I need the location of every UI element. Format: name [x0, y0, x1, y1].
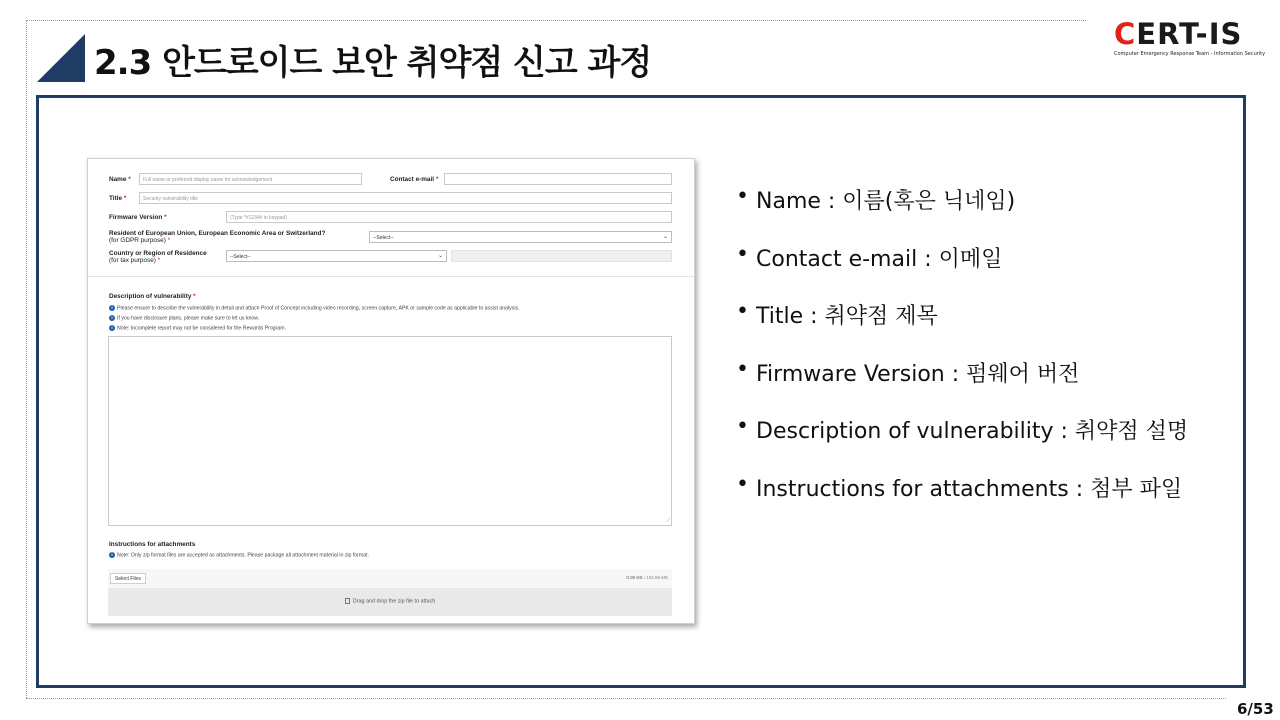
file-icon [345, 598, 350, 604]
description-textarea[interactable] [108, 336, 672, 526]
page-number: 6/53 [1237, 700, 1274, 718]
attachments-note: i Note: Only zip format files are accepted as attachments. Please package all attachment material in zip format. [109, 552, 369, 558]
form-screenshot [87, 158, 695, 624]
country-label: Country or Region of Residence (for tax purpose) * [109, 250, 207, 265]
resident-label: Resident of European Union, European Economic Area or Switzerland? (for GDPR purpose) * [109, 230, 326, 245]
field-description-list [736, 184, 1188, 530]
chevron-down-icon: ⌄ [437, 253, 443, 259]
dotted-border-left [26, 20, 27, 698]
attachments-label: Instructions for attachments [109, 541, 196, 548]
email-label: Contact e-mail * [390, 176, 439, 183]
title-label: Title * [109, 195, 127, 202]
list-item: • Contact e-mail : 이메일 [736, 242, 1188, 300]
select-files-button[interactable]: Select Files [110, 573, 146, 584]
page-title: 2.3 안드로이드 보안 취약점 신고 과정 [94, 43, 652, 83]
name-label: Name * [109, 176, 131, 183]
info-icon: i [109, 305, 115, 311]
firmware-input[interactable]: (Type *#1234# in keypad) [226, 211, 672, 223]
file-size-indicator: 0.00 KB / 104.86 MB [626, 575, 668, 580]
chevron-down-icon: ⌄ [662, 234, 668, 240]
name-input[interactable]: Full name or preferred display name for acknowledgement [139, 173, 362, 185]
description-note: i Note: Incomplete report may not be considered for the Rewards Program. [109, 325, 286, 331]
list-item: • Instructions for attachments : 첨부 파일 [736, 472, 1188, 530]
list-item: • Name : 이름(혹은 닉네임) [736, 184, 1188, 242]
list-item: • Firmware Version : 펌웨어 버전 [736, 357, 1188, 415]
upload-toolbar [108, 569, 672, 588]
file-dropzone[interactable]: Drag and drop the zip file to attach [108, 588, 672, 616]
country-select[interactable]: --Select-- ⌄ [226, 250, 447, 262]
description-note: i Please ensure to describe the vulnerability in detail and attach Proof of Concept including video recording, screen capture, APK or sample code as applicable to assist analysis. [109, 305, 520, 311]
info-icon: i [109, 315, 115, 321]
description-label: Description of vulnerability * [109, 293, 196, 300]
info-icon: i [109, 325, 115, 331]
list-item: • Description of vulnerability : 취약점 설명 [736, 414, 1188, 472]
form-top-section [88, 159, 694, 277]
title-triangle-icon [37, 34, 85, 82]
dotted-border-bottom [26, 698, 1226, 699]
country-extra-field [451, 250, 672, 262]
title-input[interactable]: Security vulnerability title [139, 192, 672, 204]
description-note: i If you have disclosure plans, please make sure to let us know. [109, 315, 259, 321]
email-input[interactable] [444, 173, 672, 185]
info-icon: i [109, 552, 115, 558]
dotted-border-top [26, 20, 1086, 21]
list-item: • Title : 취약점 제목 [736, 299, 1188, 357]
firmware-label: Firmware Version * [109, 214, 167, 221]
resize-handle-icon[interactable]: ⟋ [666, 518, 670, 524]
resident-select[interactable]: --Select-- ⌄ [369, 231, 672, 243]
cert-is-logo: CERT-IS Computer Emergency Response Team - Information Security [1114, 17, 1266, 57]
